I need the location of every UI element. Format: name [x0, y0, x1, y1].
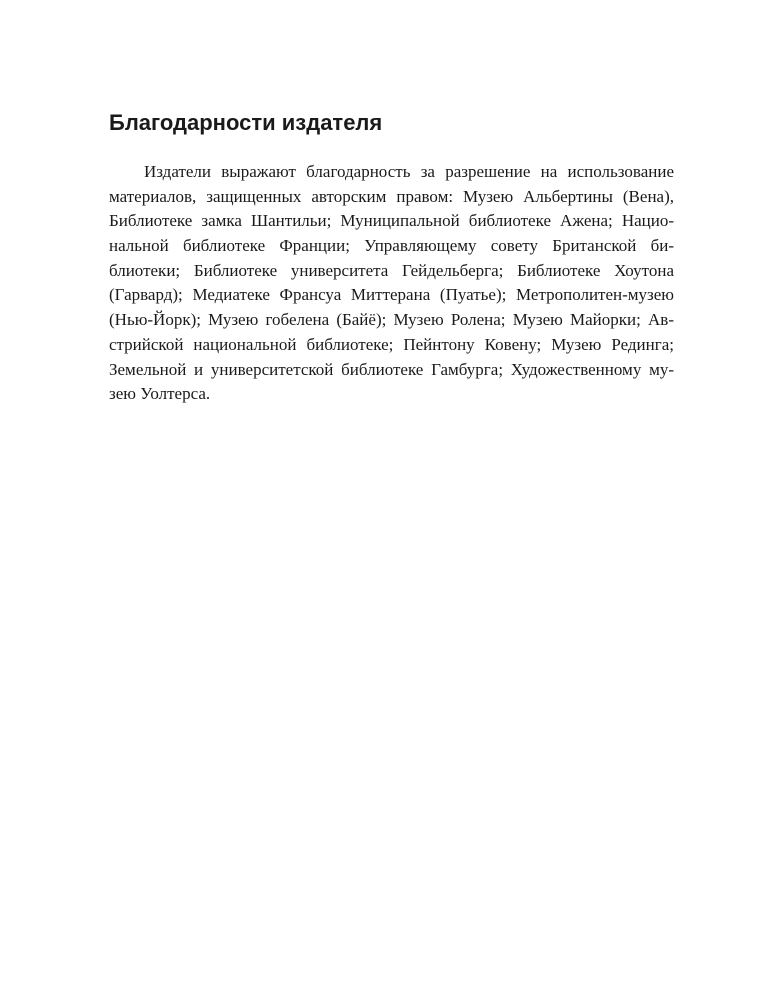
acknowledgements-paragraph [109, 160, 674, 407]
paragraph-line: Библиотеке замка Шантильи; Муниципальной библиотеке Ажена; Нацио- [109, 211, 674, 231]
paragraph-line: стрийской национальной библиотеке; Пейнтону Ковену; Музею Рединга; [109, 334, 674, 354]
paragraph-line: блиотеки; Библиотеке университета Гейдельберга; Библиотеке Хоутона [109, 260, 674, 280]
page-title: Благодарности издателя [109, 110, 383, 135]
paragraph-line: материалов, защищенных авторским правом: Музею Альбертины (Вена), [109, 186, 674, 206]
paragraph-line: Издатели выражают благодарность за разрешение на использование [144, 162, 674, 181]
paragraph-line: Земельной и университетской библиотеке Гамбурга; Художественному му- [109, 359, 674, 379]
paragraph-line: (Гарвард); Медиатеке Франсуа Миттерана (Пуатье); Метрополитен-музею [109, 285, 674, 305]
paragraph-line: нальной библиотеке Франции; Управляющему совету Британской би- [109, 236, 674, 256]
paragraph-line: зею Уолтерса. [109, 384, 211, 404]
paragraph-line: (Нью-Йорк); Музею гобелена (Байё); Музею Ролена; Музею Майорки; Ав- [109, 310, 674, 330]
